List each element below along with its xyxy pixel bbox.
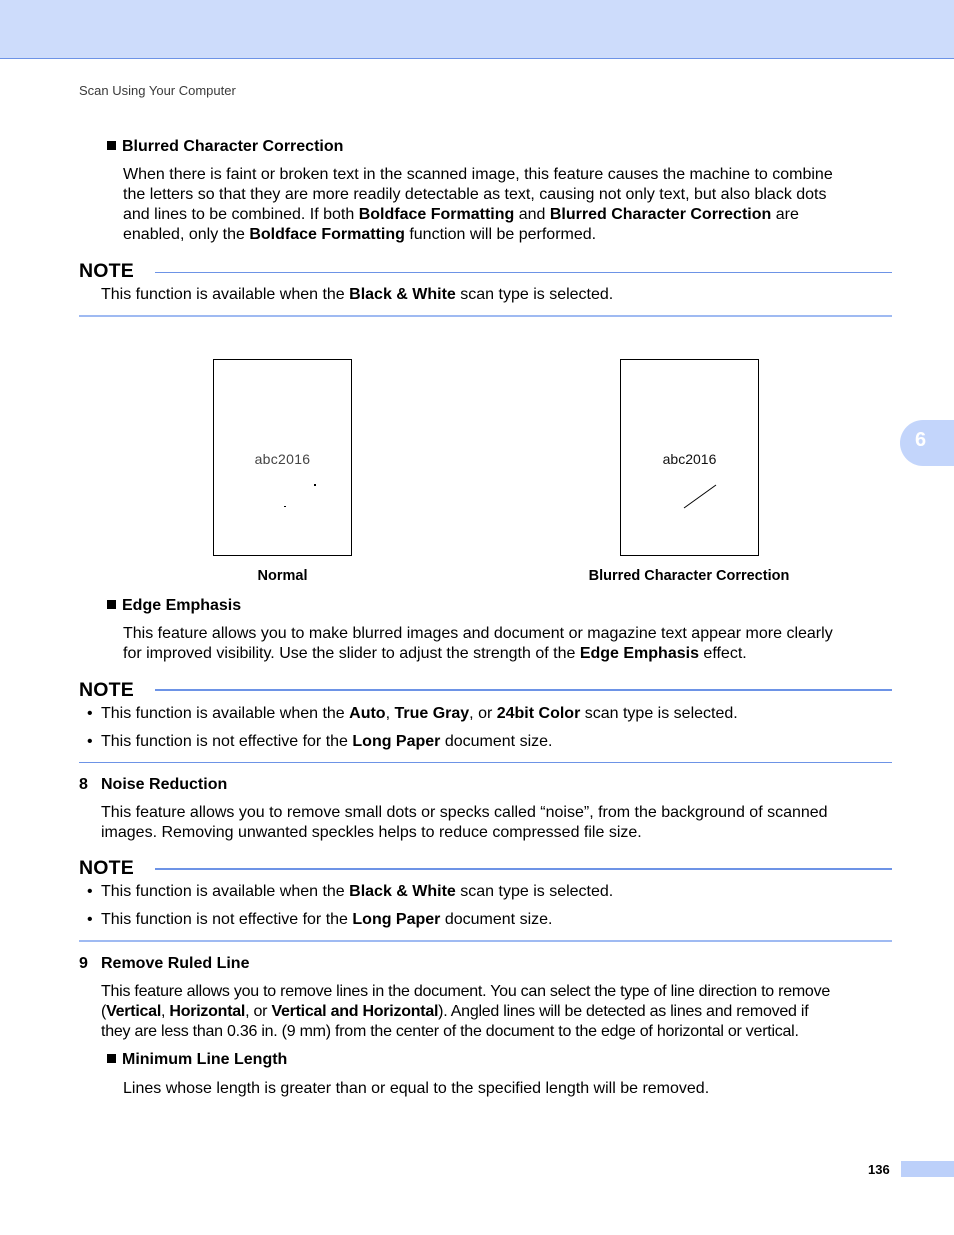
- speck-dot: [314, 484, 316, 486]
- note-bottom-rule: [79, 762, 892, 763]
- page-number: 136: [868, 1162, 890, 1177]
- note-rule: [155, 868, 892, 870]
- header-band: [0, 0, 954, 59]
- chapter-tab: [900, 420, 954, 466]
- section-heading: Noise Reduction: [101, 776, 228, 793]
- noise-paragraph: This feature allows you to remove small dots or specks called “noise”, from the background of scanned images. Removing unwanted speckles helps to reduce compressed file size.: [101, 804, 828, 841]
- joined-line-mark: [681, 482, 721, 512]
- chapter-tab-number: 6: [915, 429, 927, 451]
- bullet-square-icon: [107, 141, 116, 150]
- figure-normal-page: [213, 359, 352, 556]
- bullet-square-icon: [107, 1054, 116, 1063]
- figure-caption-corrected: Blurred Character Correction: [588, 568, 790, 584]
- edge-paragraph: This feature allows you to make blurred images and document or magazine text appear more clearly for improved visibility. Use the slider to adjust the strength of the Edge Emphasis effect.: [123, 625, 833, 662]
- section-number: 9: [79, 955, 88, 972]
- figure-corrected-text: abc2016: [662, 451, 717, 467]
- minline-paragraph: Lines whose length is greater than or equal to the specified length will be removed.: [123, 1080, 710, 1097]
- speck-dot: [284, 506, 286, 507]
- bullet-square-icon: [107, 600, 116, 609]
- running-header: Scan Using Your Computer: [79, 83, 236, 98]
- figure-normal-text: abc2016: [254, 451, 311, 467]
- note-bottom-rule: [79, 940, 892, 942]
- note-bottom-rule: [79, 315, 892, 317]
- note-title: NOTE: [79, 857, 134, 879]
- note-bullet: • This function is not effective for the Long Paper document size.: [87, 911, 553, 928]
- blurred-heading: Blurred Character Correction: [107, 137, 343, 157]
- note-bullet: • This function is available when the Black & White scan type is selected.: [87, 883, 614, 900]
- edge-heading: Edge Emphasis: [107, 596, 241, 616]
- figure-corrected-page: [620, 359, 759, 556]
- note-rule: [155, 272, 892, 273]
- note-title: NOTE: [79, 260, 134, 282]
- blurred-paragraph: When there is faint or broken text in the scanned image, this feature causes the machine to combine the letters so that they are more readily detectable as text, causing not only text, but also black dots and lines to be combined. If both Boldface Formatting and Blurred Character Correction are enabled, only the Boldface Formatting function will be performed.: [123, 166, 833, 243]
- section-heading: Remove Ruled Line: [101, 955, 250, 972]
- note-rule: [155, 689, 892, 691]
- ruled-paragraph: This feature allows you to remove lines in the document. You can select the type of line direction to remove (Vertical, Horizontal, or Vertical and Horizontal). Angled lines will be detected as lines and removed if they are less than 0.36 in. (9 mm) from the center of the document to the edge of horizontal or vertical.: [101, 983, 830, 1040]
- section-number: 8: [79, 776, 88, 793]
- figure-caption-normal: Normal: [257, 568, 308, 584]
- note-bullet: • This function is not effective for the Long Paper document size.: [87, 733, 553, 750]
- note-text: This function is available when the Black & White scan type is selected.: [101, 286, 614, 303]
- note-title: NOTE: [79, 679, 134, 701]
- note-bullet: • This function is available when the Auto, True Gray, or 24bit Color scan type is selected.: [87, 705, 738, 722]
- minline-heading: Minimum Line Length: [107, 1050, 287, 1070]
- page-number-bar: [901, 1161, 954, 1177]
